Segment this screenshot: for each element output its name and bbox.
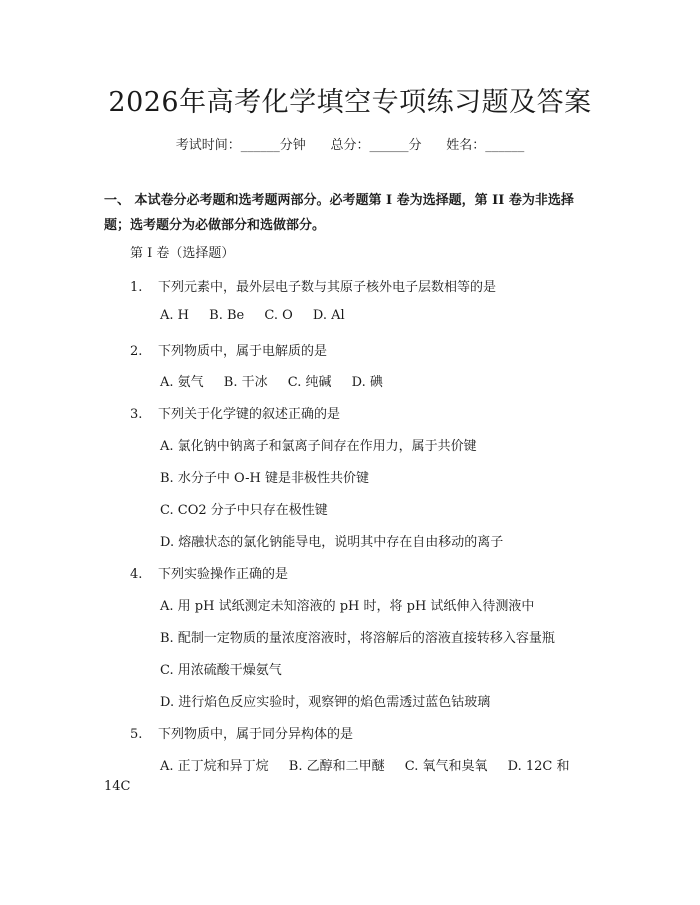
option-a: A. 氨气: [160, 375, 204, 390]
question-5: [130, 723, 353, 742]
option-d-continuation: 14C: [104, 779, 131, 794]
option-b: B. 水分子中 O-H 键是非极性共价键: [160, 471, 369, 486]
option-d: D. 进行焰色反应实验时，观察钾的焰色需透过蓝色钴玻璃: [160, 695, 491, 710]
option-d: D. 熔融状态的氯化钠能导电，说明其中存在自由移动的离子: [160, 535, 504, 550]
option-b: B. Be: [209, 308, 245, 323]
option-a: A. 正丁烷和异丁烷: [160, 759, 269, 774]
question-3: [130, 403, 340, 422]
question-2-options: [160, 371, 383, 390]
question-number: 1.: [130, 280, 143, 295]
option-b: B. 配制一定物质的量浓度溶液时，将溶解后的溶液直接转移入容量瓶: [160, 631, 555, 646]
option-c: C. CO2 分子中只存在极性键: [160, 503, 328, 518]
question-text: 下列元素中，最外层电子数与其原子核外电子层数相等的是: [158, 280, 497, 295]
exam-info-line: 考试时间：______分钟 总分：______分 姓名：______: [175, 138, 525, 153]
option-d: D. Al: [312, 308, 345, 323]
option-a: A. 氯化钠中钠离子和氯离子间存在作用力，属于共价键: [160, 439, 477, 454]
option-c: C. 纯碱: [287, 375, 332, 390]
question-1-options: [160, 308, 345, 323]
question-text: 下列物质中，属于同分异构体的是: [158, 727, 354, 742]
question-1: [130, 276, 496, 295]
option-c: C. 氧气和臭氧: [404, 759, 488, 774]
question-number: 2.: [130, 344, 143, 359]
option-c: C. 用浓硫酸干燥氨气: [160, 663, 282, 678]
question-text: 下列关于化学键的叙述正确的是: [158, 407, 341, 422]
option-d: D. 12C 和: [507, 759, 570, 774]
section-heading: 一、 本试卷分必考题和选考题两部分。必考题第 I 卷为选择题，第 II 卷为非选择题；选考题分为必做部分和选做部分。: [104, 193, 574, 233]
option-b: B. 乙醇和二甲醚: [288, 759, 385, 774]
question-5-options: [160, 755, 570, 774]
part-label: 第 I 卷（选择题）: [130, 246, 235, 261]
option-b: B. 干冰: [223, 375, 268, 390]
question-4: [130, 563, 288, 582]
question-number: 4.: [130, 567, 143, 582]
question-number: 5.: [130, 727, 143, 742]
question-number: 3.: [130, 407, 143, 422]
question-text: 下列实验操作正确的是: [158, 567, 289, 582]
option-a: A. 用 pH 试纸测定未知溶液的 pH 时，将 pH 试纸伸入待测液中: [160, 599, 535, 614]
option-d: D. 碘: [351, 375, 383, 390]
question-2: [130, 340, 327, 359]
question-text: 下列物质中，属于电解质的是: [158, 344, 328, 359]
option-c: C. O: [264, 308, 293, 323]
option-a: A. H: [160, 308, 189, 323]
page-title: 2026年高考化学填空专项练习题及答案: [108, 87, 592, 118]
